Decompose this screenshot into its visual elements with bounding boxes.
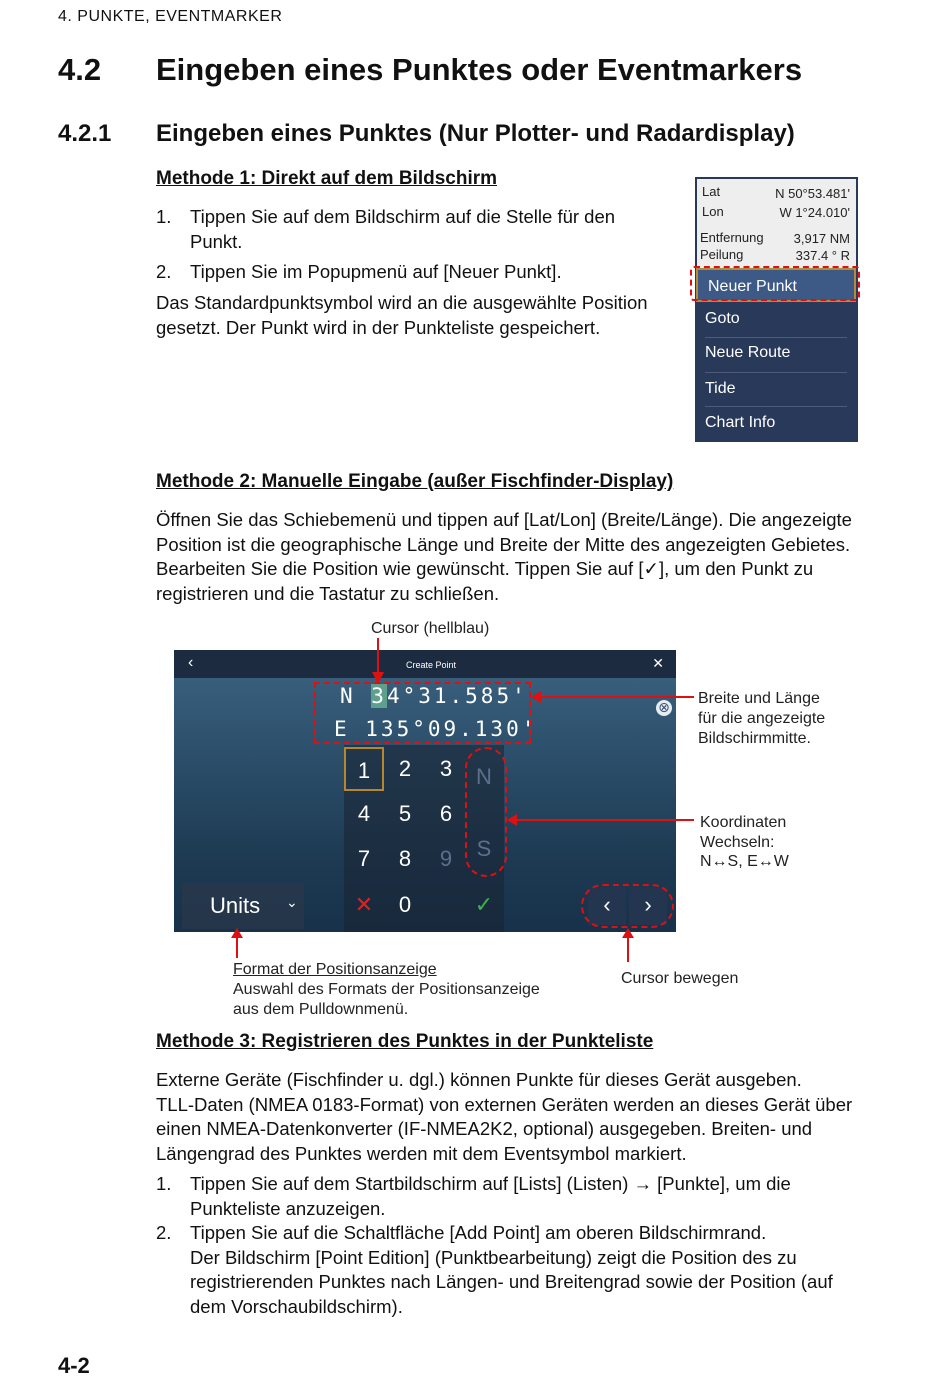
method2-line3: Bearbeiten Sie die Position wie gewünscht. Tippen Sie auf [✓], um den Punkt zu: [156, 558, 814, 579]
method3-step-1: [156, 1172, 876, 1222]
menu-item-tide[interactable]: Tide: [705, 380, 736, 397]
lat-label: Lat: [702, 184, 721, 199]
step-number: 2.: [156, 261, 172, 282]
section-number: 4.2: [58, 52, 102, 87]
method3-step-2: [156, 1221, 876, 1321]
cancel-key[interactable]: ✕: [354, 892, 374, 917]
key-4[interactable]: 4: [357, 801, 371, 826]
key-8[interactable]: 8: [398, 846, 412, 871]
menu-item-neue-route[interactable]: Neue Route: [705, 344, 791, 361]
subsection-number: 4.2.1: [58, 120, 112, 147]
step-text-line1: Tippen Sie auf die Schaltfläche [Add Point] am oberen Bildschirmrand.: [190, 1222, 767, 1243]
key-5[interactable]: 5: [398, 801, 412, 826]
key-7[interactable]: 7: [357, 846, 371, 871]
step-number: 1.: [156, 206, 172, 227]
lon-value: W 1°24.010': [779, 205, 850, 220]
south-key[interactable]: S: [476, 836, 492, 861]
method2-line4: registrieren und die Tastatur zu schließen.: [156, 582, 500, 604]
back-icon[interactable]: ‹: [188, 654, 194, 671]
confirm-key[interactable]: ✓: [474, 892, 494, 917]
step-text-line2: Punkt.: [190, 230, 243, 252]
step-text-line1: Tippen Sie auf dem Bildschirm auf die Stelle für den: [190, 206, 616, 227]
method3-line2: TLL-Daten (NMEA 0183-Format) von externen Geräten werden an dieses Gerät über: [156, 1093, 853, 1115]
step-text-line4: dem Vorschaubildschirm).: [190, 1295, 403, 1317]
close-icon[interactable]: ✕: [652, 655, 664, 671]
running-head: 4. PUNKTE, EVENTMARKER: [58, 8, 283, 25]
lat-rest: 4°31.585': [386, 684, 528, 708]
callout-coord-line1: Koordinaten: [700, 814, 787, 831]
method2-line1: Öffnen Sie das Schiebemenü und tippen auf [Lat/Lon] (Breite/Länge). Die angezeigte: [156, 509, 852, 530]
callout-format-line3: aus dem Pulldownmenü.: [233, 1001, 409, 1018]
subsection-title: Eingeben eines Punktes (Nur Plotter- und Radardisplay): [156, 120, 795, 147]
step-number: 2.: [156, 1222, 172, 1243]
method3-line4: Längengrad des Punktes werden mit dem Eventsymbol markiert.: [156, 1142, 687, 1164]
step-text-line1: Tippen Sie im Popupmenü auf [Neuer Punkt].: [190, 261, 562, 282]
callout-cursor: Cursor (hellblau): [371, 620, 490, 637]
lon-label: Lon: [702, 204, 724, 219]
method3-line1: Externe Geräte (Fischfinder u. dgl.) können Punkte für dieses Gerät ausgeben.: [156, 1069, 802, 1090]
key-0[interactable]: 0: [398, 892, 412, 917]
method2-line2: Position ist die geographische Länge und Breite der Mitte des angezeigten Gebietes.: [156, 533, 851, 555]
cursor-left-button[interactable]: ‹: [588, 887, 626, 925]
distance-label: Entfernung: [700, 230, 764, 245]
step-text-line1: Tippen Sie auf dem Startbildschirm auf [Lists] (Listen) → [Punkte], um die: [190, 1173, 791, 1194]
bearing-value: 337.4 ° R: [795, 248, 850, 263]
callout-latlon-line2: für die angezeigte: [698, 710, 826, 727]
clear-icon[interactable]: ⊗: [656, 700, 672, 716]
menu-item-goto[interactable]: Goto: [705, 310, 740, 327]
method2-heading: Methode 2: Manuelle Eingabe (außer Fischfinder-Display): [156, 471, 674, 492]
key-3[interactable]: 3: [439, 756, 453, 781]
method1-note-line2: gesetzt. Der Punkt wird in der Punkteliste gespeichert.: [156, 316, 601, 338]
distance-value: 3,917 NM: [793, 231, 850, 246]
step-text-line3: registrierenden Punktes nach Längen- und Breitengrad sowie der Position (auf: [190, 1271, 833, 1292]
method1-note-line1: Das Standardpunktsymbol wird an die ausgewählte Position: [156, 292, 648, 313]
key-1[interactable]: 1: [344, 747, 384, 791]
cursor-right-button[interactable]: ›: [629, 887, 667, 925]
lat-value: N 50°53.481': [775, 186, 850, 201]
key-6[interactable]: 6: [439, 801, 453, 826]
section-title: Eingeben eines Punktes oder Eventmarkers: [156, 52, 803, 87]
callout-cursor-move: Cursor bewegen: [621, 970, 739, 987]
bearing-label: Peilung: [700, 247, 744, 262]
callout-coord-line3: N↔S, E↔W: [700, 853, 789, 870]
lat-prefix: N: [340, 684, 372, 708]
method1-heading: Methode 1: Direkt auf dem Bildschirm: [156, 168, 498, 189]
step-text-line2: Der Bildschirm [Point Edition] (Punktbearbeitung) zeigt die Position des zu: [190, 1246, 797, 1268]
page-number: 4-2: [58, 1353, 90, 1378]
callout-format-title: Format der Positionsanzeige: [233, 961, 437, 978]
method3-line3: einen NMEA-Datenkonverter (IF-NMEA2K2, optional) ausgegeben. Breiten- und: [156, 1118, 813, 1139]
callout-latlon-line1: Breite und Länge: [698, 690, 820, 707]
cursor-digit: 3: [371, 684, 387, 708]
callout-latlon-line3: Bildschirmmitte.: [698, 730, 811, 747]
callout-coord-line2: Wechseln:: [700, 834, 775, 851]
method3-heading: Methode 3: Registrieren des Punktes in der Punkteliste: [156, 1031, 654, 1052]
longitude-display[interactable]: E 135°09.130': [334, 717, 538, 741]
step-text-line2: Punkteliste anzuzeigen.: [190, 1197, 386, 1219]
screen-title: Create Point: [406, 660, 457, 670]
units-label: Units: [210, 893, 261, 918]
menu-item-neuer-punkt[interactable]: Neuer Punkt: [696, 268, 856, 302]
chevron-down-icon: ⌄: [286, 894, 298, 910]
callout-format-line2: Auswahl des Formats der Positionsanzeige: [233, 981, 540, 998]
north-key[interactable]: N: [476, 764, 492, 789]
key-9[interactable]: 9: [439, 846, 453, 871]
key-2[interactable]: 2: [398, 756, 412, 781]
menu-item-chart-info[interactable]: Chart Info: [705, 414, 776, 431]
step-number: 1.: [156, 1173, 172, 1194]
